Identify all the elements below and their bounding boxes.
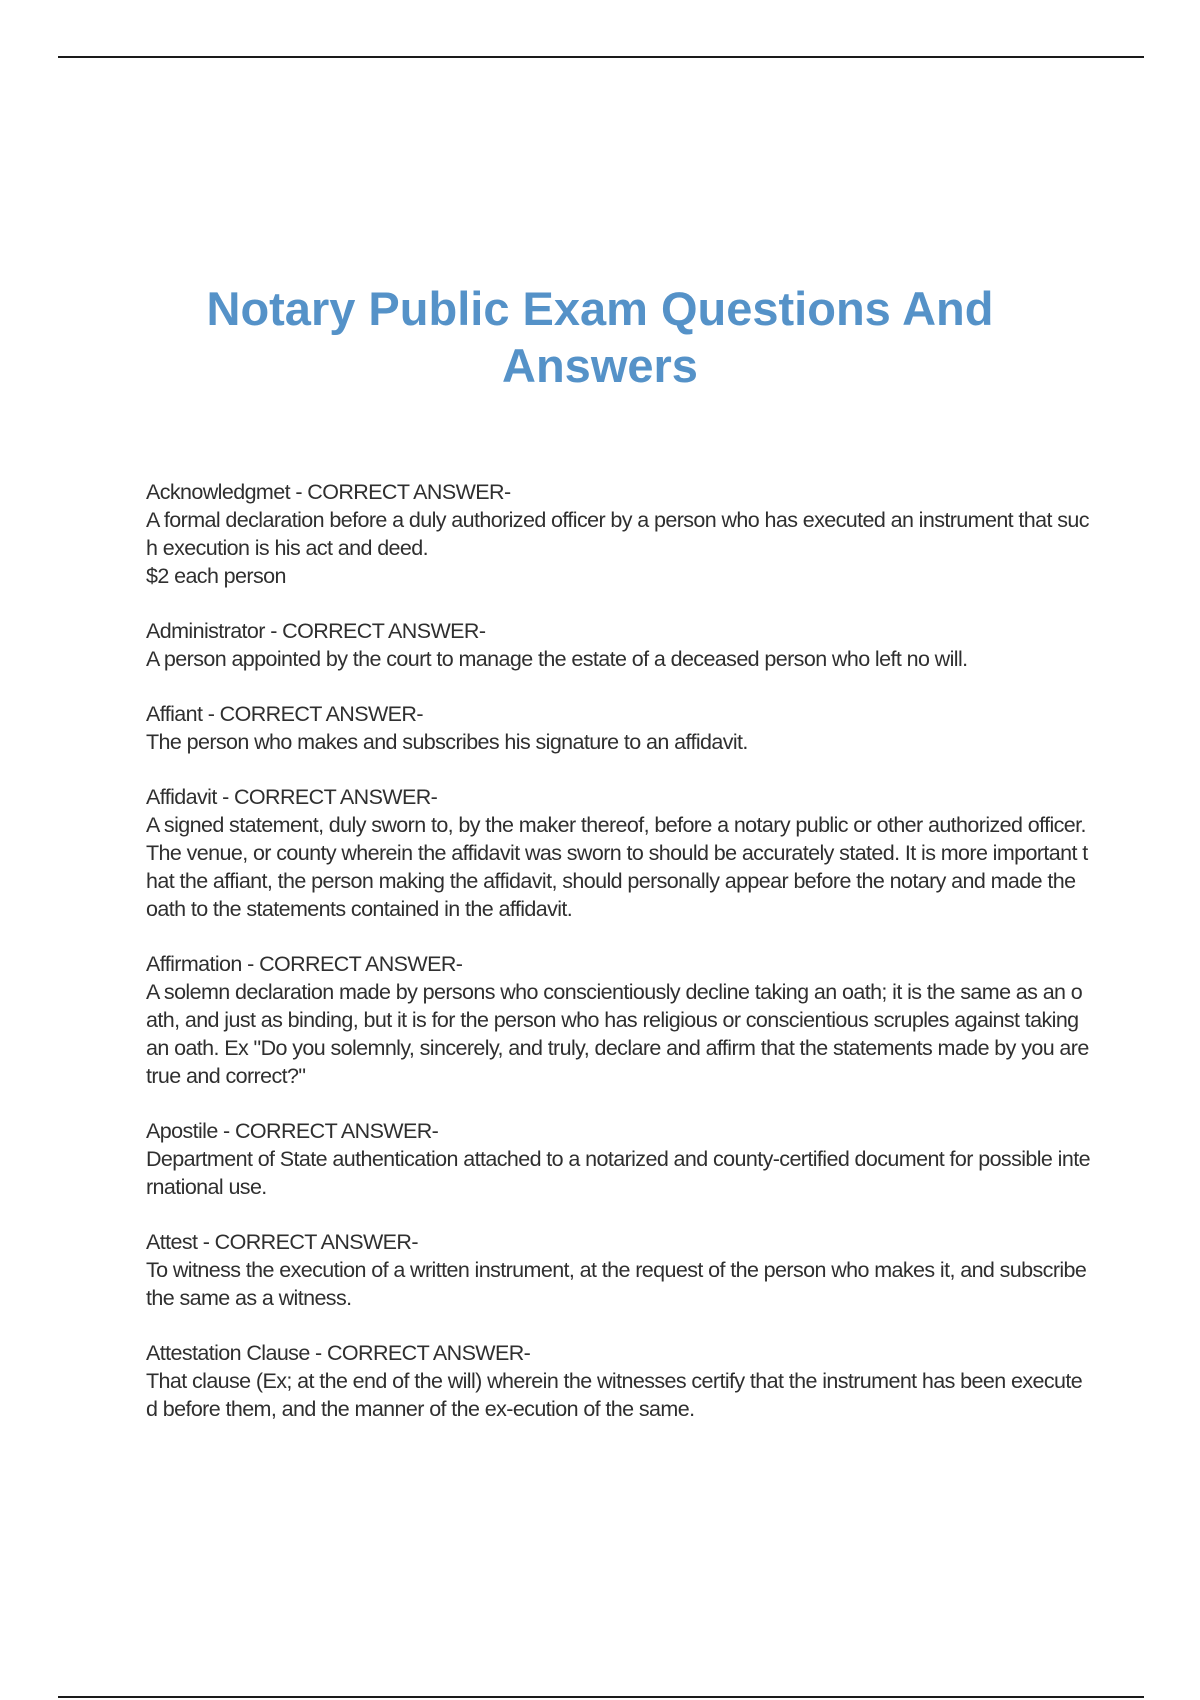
- top-rule: [58, 56, 1144, 58]
- entry-term: Attest - CORRECT ANSWER-: [146, 1230, 418, 1254]
- entry-affirmation: [146, 950, 1091, 1090]
- entry-term: Apostile - CORRECT ANSWER-: [146, 1119, 439, 1143]
- entry-definition: Department of State authentication attached to a notarized and county-certified document for possible international use.: [146, 1147, 1090, 1199]
- entry-apostile: [146, 1117, 1091, 1201]
- entry-term: Attestation Clause - CORRECT ANSWER-: [146, 1341, 531, 1365]
- entry-term: Affidavit - CORRECT ANSWER-: [146, 785, 438, 809]
- entry-affidavit: [146, 783, 1091, 923]
- entry-fee-note: $2 each person: [146, 564, 286, 588]
- entry-definition: A person appointed by the court to manage the estate of a deceased person who left no will.: [146, 647, 968, 671]
- entry-acknowledgment: [146, 478, 1091, 590]
- bottom-rule: [58, 1696, 1144, 1698]
- entry-definition: A solemn declaration made by persons who conscientiously decline taking an oath; it is the same as an oath, and just as binding, but it is for the person who has religious or conscientious scruples against taking an oath. Ex "Do you solemnly, sincerely, and truly, declare and affirm that the statements made by you are true and correct?": [146, 980, 1089, 1088]
- entry-administrator: [146, 617, 1091, 673]
- entry-term: Acknowledgmet - CORRECT ANSWER-: [146, 480, 511, 504]
- document-title: Notary Public Exam Questions And Answers: [206, 282, 994, 392]
- entry-definition: A signed statement, duly sworn to, by the maker thereof, before a notary public or other authorized officer. The venue, or county wherein the affidavit was sworn to should be accurately stated. It is more important that the affiant, the person making the affidavit, should personally appear before the notary and made the oath to the statements contained in the affidavit.: [146, 813, 1088, 921]
- entry-affiant: [146, 700, 1091, 756]
- entry-term: Affiant - CORRECT ANSWER-: [146, 702, 423, 726]
- entry-attestation-clause: [146, 1339, 1091, 1423]
- entry-definition: A formal declaration before a duly authorized officer by a person who has executed an instrument that such execution is his act and deed.: [146, 508, 1089, 560]
- entry-definition: The person who makes and subscribes his signature to an affidavit.: [146, 730, 748, 754]
- entry-term: Administrator - CORRECT ANSWER-: [146, 619, 486, 643]
- entry-definition: That clause (Ex; at the end of the will) wherein the witnesses certify that the instrument has been executed before them, and the manner of the ex-ecution of the same.: [146, 1369, 1083, 1421]
- entry-attest: [146, 1228, 1091, 1312]
- entry-list: [146, 478, 1091, 1450]
- entry-term: Affirmation - CORRECT ANSWER-: [146, 952, 463, 976]
- entry-definition: To witness the execution of a written instrument, at the request of the person who makes it, and subscribe the same as a witness.: [146, 1258, 1087, 1310]
